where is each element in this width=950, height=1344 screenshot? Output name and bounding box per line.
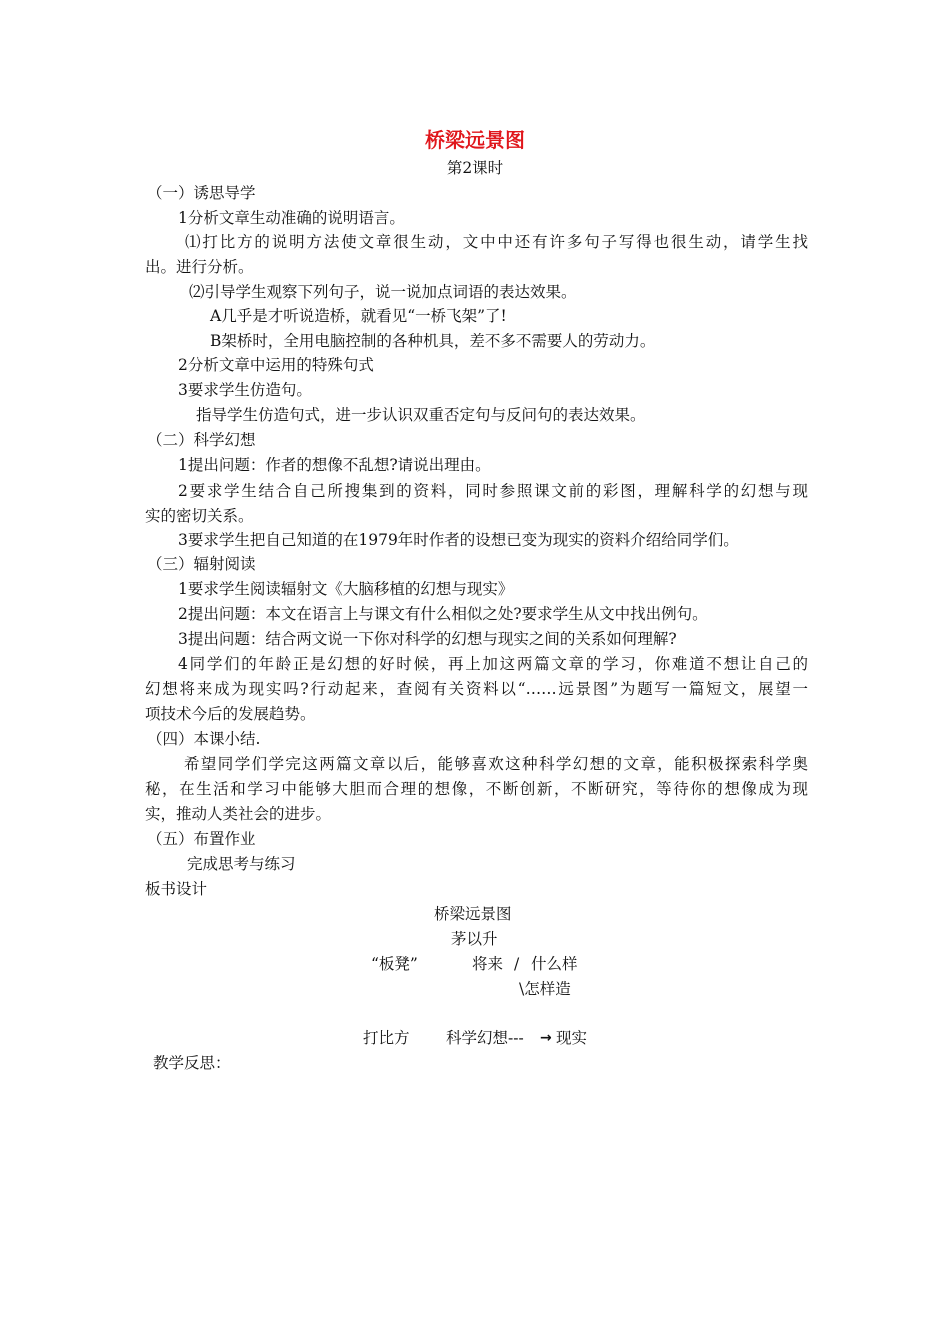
paragraph: 希望同学们学完这两篇文章以后，能够喜欢这种科学幻想的文章，能积极探索科学奥 (184, 755, 808, 773)
arrow-right-icon: → (540, 1030, 552, 1046)
board-heading: 板书设计 (145, 880, 208, 898)
paragraph: ⑵引导学生观察下列句子，说一说加点词语的表达效果。 (189, 283, 577, 301)
board-science: 科学幻想--- (446, 1029, 524, 1047)
paragraph: 幻想将来成为现实吗?行动起来，查阅有关资料以“……远景图”为题写一篇短文，展望一 (145, 680, 808, 698)
board-future: 将来 (472, 955, 504, 973)
paragraph: 实，推动人类社会的进步。 (145, 805, 332, 823)
board-reality: 现实 (556, 1029, 588, 1047)
section-heading-1: （一）诱思导学 (147, 184, 256, 202)
paragraph: 3要求学生仿造句。 (178, 381, 312, 399)
board-quote: “板凳” (371, 955, 418, 973)
paragraph: 1要求学生阅读辐射文《大脑移植的幻想与现实》 (178, 580, 514, 598)
paragraph: 3提出问题：结合两文说一下你对科学的幻想与现实之间的关系如何理解? (178, 630, 677, 648)
paragraph: 4同学们的年龄正是幻想的好时候，再上加这两篇文章的学习，你难道不想让自己的 (178, 655, 808, 673)
paragraph: 2要求学生结合自己所搜集到的资料，同时参照课文前的彩图，理解科学的幻想与现 (178, 482, 808, 500)
paragraph: 秘，在生活和学习中能够大胆而合理的想像，不断创新，不断研究，等待你的想像成为现 (145, 780, 808, 798)
paragraph: 3要求学生把自己知道的在1979年时作者的设想已变为现实的资料介绍给同学们。 (178, 531, 739, 549)
reflection-label: 教学反思： (153, 1054, 231, 1072)
board-metaphor: 打比方 (363, 1029, 410, 1047)
board-author: 茅以升 (451, 930, 498, 948)
section-heading-3: （三）辐射阅读 (147, 555, 256, 573)
paragraph: 实的密切关系。 (145, 507, 254, 525)
document-subtitle: 第2课时 (446, 159, 504, 177)
paragraph: 2提出问题：本文在语言上与课文有什么相似之处?要求学生从文中找出例句。 (178, 605, 708, 623)
paragraph: B架桥时，全用电脑控制的各种机具，差不多不需要人的劳动力。 (210, 332, 656, 350)
section-heading-4: （四）本课小结. (147, 730, 261, 748)
paragraph: ⑴打比方的说明方法使文章很生动，文中中还有许多句子写得也很生动，请学生找 (185, 233, 808, 251)
board-title: 桥梁远景图 (434, 905, 512, 923)
section-heading-2: （二）科学幻想 (147, 431, 256, 449)
board-what: 什么样 (531, 955, 578, 973)
paragraph: 出。进行分析。 (145, 258, 254, 276)
paragraph: 项技术今后的发展趋势。 (145, 705, 316, 723)
paragraph: 2分析文章中运用的特殊句式 (178, 356, 374, 374)
paragraph: 完成思考与练习 (187, 855, 296, 873)
paragraph: 1分析文章生动准确的说明语言。 (178, 209, 405, 227)
board-slash: / (514, 955, 520, 973)
paragraph: 1提出问题：作者的想像不乱想?请说出理由。 (178, 456, 491, 474)
paragraph: A几乎是才听说造桥，就看见“一桥飞架”了! (210, 307, 507, 325)
board-how: \怎样造 (519, 980, 571, 998)
section-heading-5: （五）布置作业 (147, 830, 256, 848)
paragraph: 指导学生仿造句式，进一步认识双重否定句与反问句的表达效果。 (196, 406, 646, 424)
document-title: 桥梁远景图 (425, 128, 525, 152)
